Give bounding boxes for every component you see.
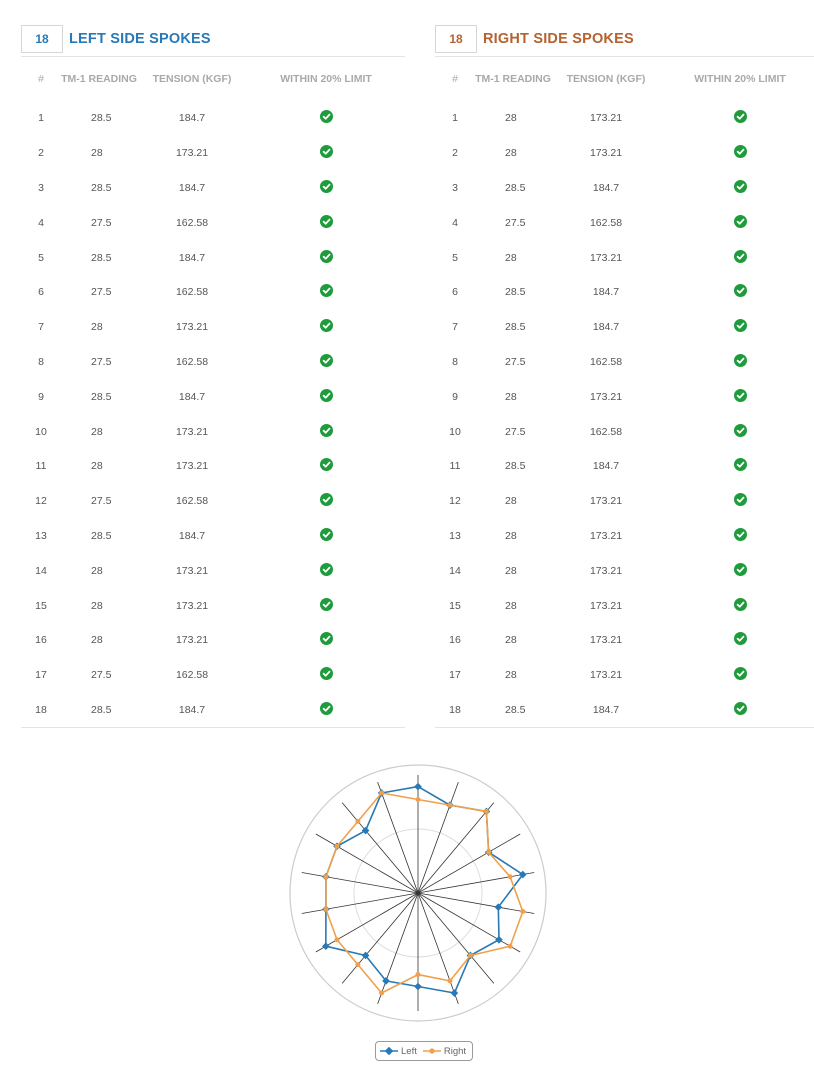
table-row [435, 136, 814, 171]
within-limit-cell [247, 553, 405, 588]
spoke-number: 4 [38, 216, 44, 229]
within-limit-cell [661, 379, 814, 414]
legend-item-right[interactable] [423, 1046, 466, 1057]
check-circle-icon [734, 180, 747, 193]
check-circle-icon [734, 563, 747, 576]
right-panel-title: RIGHT SIDE SPOKES [483, 31, 634, 47]
spoke-number: 4 [452, 216, 458, 229]
tension-value: 184.7 [178, 112, 206, 125]
tm1-reading: 27.5 [505, 425, 526, 438]
table-row [21, 449, 405, 484]
within-limit-cell [661, 205, 814, 240]
within-limit-cell [661, 240, 814, 275]
spoke-number: 18 [435, 693, 475, 728]
within-limit-cell [247, 310, 405, 345]
tm1-reading: 27.5 [91, 286, 112, 299]
tm1-reading: 28.5 [505, 286, 526, 299]
check-circle-icon [320, 110, 333, 123]
tm1-reading: 28 [91, 147, 103, 160]
table-row [21, 171, 405, 206]
table-row [21, 310, 405, 345]
tm1-reading: 28 [91, 321, 103, 334]
tension-value: 173.21 [589, 251, 623, 264]
tm1-reading: 28.5 [505, 321, 526, 334]
tm1-reading: 28 [91, 425, 103, 438]
spoke-number: 8 [38, 355, 44, 368]
check-circle-icon [320, 563, 333, 576]
data-point-left [451, 989, 459, 997]
check-circle-icon [734, 424, 747, 437]
data-point-right [447, 978, 452, 983]
tension-value: 184.7 [551, 693, 661, 728]
tm1-reading: 28.5 [61, 693, 137, 728]
radar-spoke-axis [342, 893, 418, 983]
header-within-limit: WITHIN 20% LIMIT [280, 73, 372, 85]
tm1-reading: 28 [91, 634, 103, 647]
check-circle-icon [734, 667, 747, 680]
within-limit-cell [247, 275, 405, 310]
table-header-row [435, 57, 814, 101]
tension-value: 173.21 [589, 495, 623, 508]
data-point-right [416, 797, 421, 802]
tension-value: 173.21 [589, 669, 623, 682]
within-limit-cell [661, 310, 814, 345]
table-row [21, 519, 405, 554]
data-point-right [335, 844, 340, 849]
tm1-reading: 28 [505, 147, 517, 160]
spoke-number: 9 [38, 390, 44, 403]
check-circle-icon [320, 424, 333, 437]
tension-value: 173.21 [589, 390, 623, 403]
data-point-left [322, 942, 330, 950]
table-row [21, 240, 405, 275]
check-circle-icon [734, 598, 747, 611]
spoke-number: 5 [38, 251, 44, 264]
radar-svg [0, 750, 814, 1040]
check-circle-icon [734, 319, 747, 332]
header-tension: TENSION (KGF) [566, 73, 646, 85]
radar-spoke-axis [418, 803, 494, 893]
tension-value: 184.7 [592, 321, 620, 334]
check-circle-icon [734, 389, 747, 402]
check-circle-icon [320, 284, 333, 297]
check-circle-icon [320, 667, 333, 680]
spoke-number: 18 [21, 693, 61, 728]
within-limit-cell [247, 588, 405, 623]
within-limit-cell [661, 414, 814, 449]
check-circle-icon [734, 215, 747, 228]
check-circle-icon [320, 702, 333, 715]
table-row [435, 171, 814, 206]
tm1-reading: 28 [505, 390, 517, 403]
table-row [435, 693, 814, 728]
tension-value: 162.58 [589, 355, 623, 368]
tm1-reading: 28.5 [505, 181, 526, 194]
tension-value: 162.58 [589, 425, 623, 438]
right-panel-header [435, 22, 814, 57]
spoke-number: 7 [452, 321, 458, 334]
data-point-right [379, 991, 384, 996]
table-row [435, 519, 814, 554]
check-circle-icon [320, 215, 333, 228]
tm1-reading: 28.5 [91, 390, 112, 403]
right-spoke-count: 18 [435, 25, 477, 53]
right-spokes-table [435, 57, 814, 728]
tm1-reading: 28 [505, 564, 517, 577]
table-row [435, 205, 814, 240]
within-limit-cell [661, 588, 814, 623]
within-limit-cell [661, 519, 814, 554]
within-limit-cell [661, 553, 814, 588]
left-spokes-table [21, 57, 405, 728]
data-point-right [335, 937, 340, 942]
spoke-number: 3 [38, 181, 44, 194]
table-row [21, 623, 405, 658]
spoke-number: 8 [452, 355, 458, 368]
check-circle-icon [734, 250, 747, 263]
tm1-reading: 27.5 [91, 669, 112, 682]
data-point-right [508, 874, 513, 879]
header-within-limit: WITHIN 20% LIMIT [694, 73, 786, 85]
check-circle-icon [734, 493, 747, 506]
tm1-reading: 28.5 [505, 460, 526, 473]
table-row [435, 310, 814, 345]
tension-value: 162.58 [175, 669, 209, 682]
within-limit-cell [661, 693, 814, 728]
spoke-number: 1 [452, 112, 458, 125]
tm1-reading: 28 [505, 634, 517, 647]
tm1-reading: 28 [91, 564, 103, 577]
check-circle-icon [320, 354, 333, 367]
within-limit-cell [247, 623, 405, 658]
tm1-reading: 28 [505, 495, 517, 508]
tension-value: 184.7 [178, 251, 206, 264]
tm1-reading: 28 [505, 669, 517, 682]
check-circle-icon [734, 110, 747, 123]
table-row [435, 379, 814, 414]
radar-spoke-axis [378, 893, 418, 1004]
table-row [21, 379, 405, 414]
tension-radar-chart [0, 750, 814, 1071]
tension-value: 162.58 [175, 216, 209, 229]
within-limit-cell [247, 484, 405, 519]
table-row [21, 345, 405, 380]
tension-value: 184.7 [178, 390, 206, 403]
tension-value: 184.7 [592, 286, 620, 299]
within-limit-cell [247, 171, 405, 206]
chart-legend[interactable] [375, 1041, 473, 1061]
tension-value: 184.7 [592, 181, 620, 194]
data-point-right [520, 909, 525, 914]
tension-value: 173.21 [175, 321, 209, 334]
left-panel-title: LEFT SIDE SPOKES [69, 31, 211, 47]
within-limit-cell [661, 136, 814, 171]
within-limit-cell [247, 693, 405, 728]
tension-value: 162.58 [175, 495, 209, 508]
table-row [21, 658, 405, 693]
tm1-reading: 28.5 [91, 251, 112, 264]
legend-right-label: Right [443, 1045, 467, 1057]
table-row [21, 588, 405, 623]
header-tension: TENSION (KGF) [152, 73, 232, 85]
left-spokes-panel [21, 22, 405, 728]
legend-left-label: Left [401, 1045, 417, 1057]
header-number: # [38, 73, 44, 85]
data-point-right [486, 850, 491, 855]
tm1-reading: 27.5 [91, 216, 112, 229]
tension-value: 173.21 [175, 425, 209, 438]
spoke-number: 13 [449, 529, 461, 542]
tension-value: 173.21 [175, 634, 209, 647]
spoke-number: 7 [38, 321, 44, 334]
check-circle-icon [734, 702, 747, 715]
tension-value: 173.21 [589, 529, 623, 542]
data-point-right [468, 953, 473, 958]
within-limit-cell [661, 623, 814, 658]
tension-value: 173.21 [589, 147, 623, 160]
tm1-reading: 27.5 [505, 355, 526, 368]
table-row [21, 484, 405, 519]
spoke-number: 10 [35, 425, 47, 438]
spoke-number: 6 [38, 286, 44, 299]
check-circle-icon [734, 284, 747, 297]
right-spokes-panel [435, 22, 814, 728]
tm1-reading: 28 [505, 112, 517, 125]
spoke-number: 2 [452, 147, 458, 160]
within-limit-cell [247, 205, 405, 240]
header-reading: TM-1 READING [475, 73, 551, 85]
check-circle-icon [734, 354, 747, 367]
tm1-reading: 28.5 [91, 529, 112, 542]
table-row [435, 553, 814, 588]
tm1-reading: 28.5 [91, 181, 112, 194]
data-point-right [447, 803, 452, 808]
table-row [21, 205, 405, 240]
tension-value: 162.58 [589, 216, 623, 229]
tension-value: 173.21 [175, 599, 209, 612]
tm1-reading: 28 [505, 529, 517, 542]
tension-value: 173.21 [589, 112, 623, 125]
tension-value: 184.7 [137, 693, 247, 728]
tm1-reading: 28 [91, 460, 103, 473]
within-limit-cell [661, 345, 814, 380]
table-row [435, 275, 814, 310]
legend-item-left[interactable] [380, 1046, 417, 1057]
tension-value: 173.21 [175, 147, 209, 160]
tm1-reading: 28 [505, 599, 517, 612]
tension-value: 173.21 [589, 634, 623, 647]
table-row [21, 101, 405, 136]
tm1-reading: 27.5 [505, 216, 526, 229]
within-limit-cell [247, 449, 405, 484]
data-point-right [355, 962, 360, 967]
spoke-number: 2 [38, 147, 44, 160]
spoke-number: 17 [35, 669, 47, 682]
spoke-number: 11 [449, 460, 461, 473]
tension-value: 162.58 [175, 355, 209, 368]
data-point-right [484, 809, 489, 814]
check-circle-icon [734, 458, 747, 471]
tension-value: 162.58 [175, 286, 209, 299]
data-point-right [416, 972, 421, 977]
table-row [435, 623, 814, 658]
header-reading: TM-1 READING [61, 73, 137, 85]
table-row [435, 345, 814, 380]
spoke-number: 16 [449, 634, 461, 647]
spoke-number: 9 [452, 390, 458, 403]
radar-spoke-axis [342, 803, 418, 893]
radar-spoke-axis [418, 893, 494, 983]
left-spoke-count: 18 [21, 25, 63, 53]
spoke-number: 15 [449, 599, 461, 612]
table-row [435, 449, 814, 484]
data-point-left [495, 936, 503, 944]
check-circle-icon [734, 528, 747, 541]
table-row [435, 101, 814, 136]
header-number: # [452, 73, 458, 85]
table-row [21, 693, 405, 728]
tension-value: 184.7 [592, 460, 620, 473]
within-limit-cell [247, 519, 405, 554]
check-circle-icon [320, 458, 333, 471]
table-row [435, 240, 814, 275]
table-row [435, 484, 814, 519]
spoke-number: 17 [449, 669, 461, 682]
within-limit-cell [661, 171, 814, 206]
legend-right-marker-icon [423, 1047, 441, 1055]
tension-value: 173.21 [175, 564, 209, 577]
check-circle-icon [320, 145, 333, 158]
tm1-reading: 28 [505, 251, 517, 264]
spoke-number: 16 [35, 634, 47, 647]
data-point-left [414, 783, 422, 791]
check-circle-icon [320, 319, 333, 332]
within-limit-cell [247, 414, 405, 449]
data-point-left [414, 983, 422, 991]
spoke-number: 12 [35, 495, 47, 508]
spoke-number: 3 [452, 181, 458, 194]
data-point-right [355, 819, 360, 824]
check-circle-icon [320, 528, 333, 541]
legend-left-marker-icon [380, 1047, 398, 1055]
tension-value: 173.21 [589, 564, 623, 577]
spoke-number: 13 [35, 529, 47, 542]
table-row [435, 414, 814, 449]
check-circle-icon [320, 180, 333, 193]
spoke-number: 14 [449, 564, 461, 577]
within-limit-cell [247, 658, 405, 693]
tm1-reading: 28 [91, 599, 103, 612]
spoke-number: 15 [35, 599, 47, 612]
tension-value: 184.7 [178, 529, 206, 542]
data-point-right [379, 790, 384, 795]
tm1-reading: 28.5 [475, 693, 551, 728]
spoke-number: 14 [35, 564, 47, 577]
spoke-number: 12 [449, 495, 461, 508]
spoke-number: 11 [35, 460, 47, 473]
left-panel-header [21, 22, 405, 57]
table-row [435, 588, 814, 623]
within-limit-cell [247, 379, 405, 414]
within-limit-cell [247, 136, 405, 171]
table-row [21, 275, 405, 310]
table-row [21, 414, 405, 449]
check-circle-icon [320, 632, 333, 645]
check-circle-icon [320, 250, 333, 263]
spoke-number: 5 [452, 251, 458, 264]
within-limit-cell [247, 240, 405, 275]
within-limit-cell [661, 484, 814, 519]
within-limit-cell [247, 345, 405, 380]
data-point-right [508, 944, 513, 949]
table-row [21, 136, 405, 171]
check-circle-icon [734, 145, 747, 158]
check-circle-icon [734, 632, 747, 645]
tm1-reading: 27.5 [91, 495, 112, 508]
check-circle-icon [320, 493, 333, 506]
within-limit-cell [247, 101, 405, 136]
spoke-number: 1 [38, 112, 44, 125]
within-limit-cell [661, 658, 814, 693]
table-header-row [21, 57, 405, 101]
spoke-number: 6 [452, 286, 458, 299]
check-circle-icon [320, 598, 333, 611]
tension-value: 173.21 [175, 460, 209, 473]
table-row [21, 553, 405, 588]
check-circle-icon [320, 389, 333, 402]
spoke-number: 10 [449, 425, 461, 438]
tm1-reading: 27.5 [91, 355, 112, 368]
within-limit-cell [661, 101, 814, 136]
within-limit-cell [661, 449, 814, 484]
within-limit-cell [661, 275, 814, 310]
tension-value: 184.7 [178, 181, 206, 194]
tm1-reading: 28.5 [91, 112, 112, 125]
data-point-right [323, 874, 328, 879]
tension-value: 173.21 [589, 599, 623, 612]
data-point-right [323, 907, 328, 912]
table-row [435, 658, 814, 693]
series-line-right [326, 793, 523, 993]
